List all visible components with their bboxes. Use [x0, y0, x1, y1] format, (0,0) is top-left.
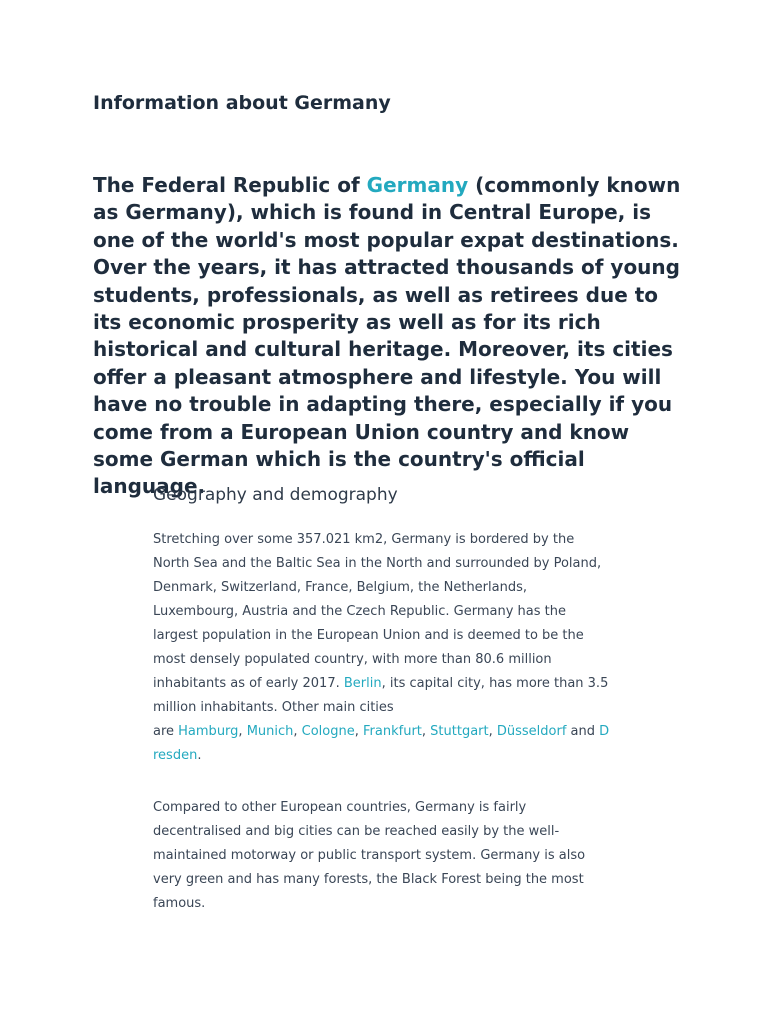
text-line: Denmark, Switzerland, France, Belgium, the Netherlands, — [153, 580, 528, 595]
text-line: are — [153, 724, 179, 739]
intro-text-before: The Federal Republic of — [93, 173, 367, 197]
text-line: famous. — [153, 896, 206, 911]
section-heading: Geography and demography — [153, 485, 398, 505]
separator: , — [293, 724, 302, 739]
text-line: million inhabitants. Other main cities — [153, 700, 394, 715]
dresden-link[interactable]: D — [599, 724, 610, 739]
germany-link[interactable]: Germany — [366, 173, 469, 197]
berlin-link[interactable]: Berlin — [343, 676, 382, 691]
dusseldorf-link[interactable]: Düsseldorf — [496, 724, 567, 739]
text-line: Luxembourg, Austria and the Czech Republic. Germany has the — [153, 604, 566, 619]
page-title: Information about Germany — [93, 92, 391, 114]
text-line: decentralised and big cities can be reached easily by the well- — [153, 824, 560, 839]
separator: , — [354, 724, 364, 739]
frankfurt-link[interactable]: Frankfurt — [363, 724, 422, 739]
geography-paragraph — [153, 528, 618, 768]
text-line: Compared to other European countries, Germany is fairly — [153, 800, 527, 815]
stuttgart-link[interactable]: Stuttgart — [430, 724, 489, 739]
text-line: maintained motorway or public transport system. Germany is also — [153, 848, 586, 863]
intro-text-after: (commonly known as Germany), which is found in Central Europe, is one of the world's most popular expat destinations. Over the years, it has attracted thousands of young students, professionals, as well as retirees due to its economic prosperity as well as for its rich historical and cultural heritage. Moreover, its cities offer a pleasant atmosphere and lifestyle. You will have no trouble in adapting there, especially if you come from a European Union country and know some German which is the country's official language. — [93, 173, 681, 499]
text-line: inhabitants as of early 2017. — [153, 676, 344, 691]
period: . — [197, 748, 202, 763]
transport-paragraph — [153, 796, 618, 916]
munich-link[interactable]: Munich — [246, 724, 294, 739]
text-line: , its capital city, has more than 3.5 — [381, 676, 609, 691]
hamburg-link[interactable]: Hamburg — [178, 724, 239, 739]
separator: and — [566, 724, 600, 739]
text-line: largest population in the European Union and is deemed to be the — [153, 628, 584, 643]
intro-paragraph — [93, 172, 683, 501]
text-line: Stretching over some 357.021 km2, Germany is bordered by the — [153, 532, 575, 547]
cologne-link[interactable]: Cologne — [301, 724, 355, 739]
separator: , — [421, 724, 431, 739]
text-line: North Sea and the Baltic Sea in the North and surrounded by Poland, — [153, 556, 602, 571]
separator: , — [238, 724, 247, 739]
separator: , — [488, 724, 497, 739]
text-line: most densely populated country, with more than 80.6 million — [153, 652, 552, 667]
text-line: very green and has many forests, the Black Forest being the most — [153, 872, 584, 887]
dresden-link-cont[interactable]: resden — [153, 748, 198, 763]
